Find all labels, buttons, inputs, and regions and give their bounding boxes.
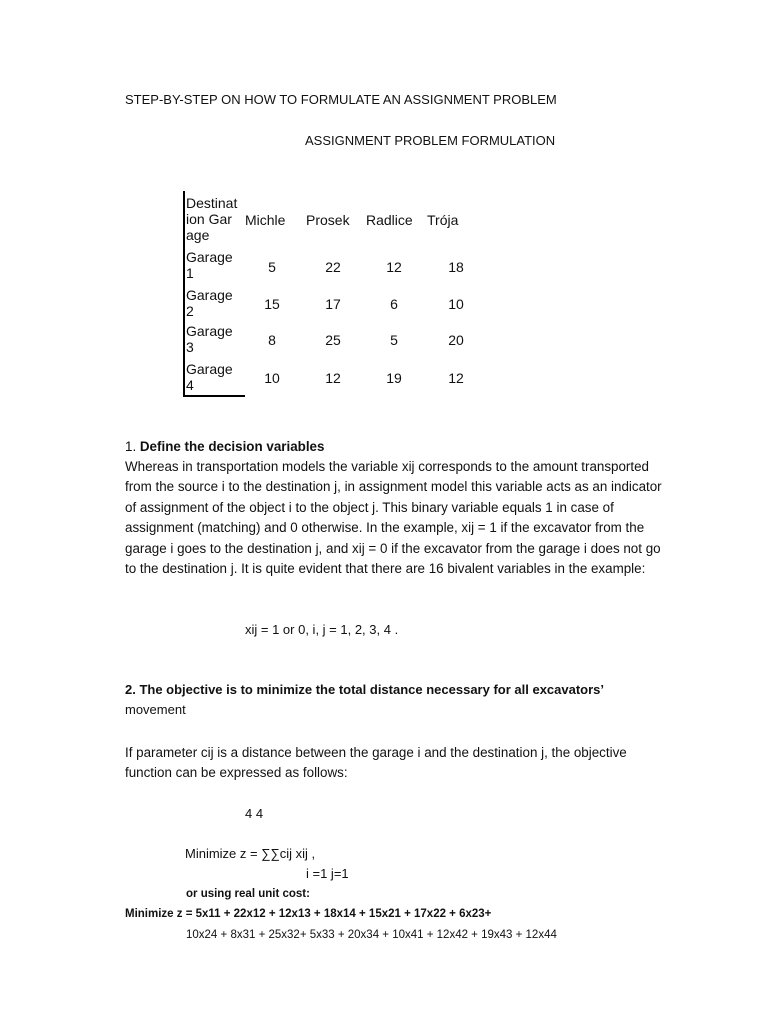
section-2-body: If parameter cij is a distance between the garage i and the destination j, the objective function can be expressed as follows: <box>125 745 627 781</box>
table-cell: 5 <box>390 332 398 348</box>
table-cell: 10 <box>448 296 464 312</box>
row-label: Garage 4 <box>186 361 233 393</box>
table-cell: 8 <box>268 332 276 348</box>
document-title: STEP-BY-STEP ON HOW TO FORMULATE AN ASSIGNMENT PROBLEM <box>125 92 557 107</box>
decision-variable-formula: xij = 1 or 0, i, j = 1, 2, 3, 4 . <box>245 622 399 637</box>
table-bottom-border <box>183 395 245 397</box>
column-header: Prosek <box>306 212 350 228</box>
table-cell: 22 <box>325 259 341 275</box>
section-1-heading <box>125 437 675 457</box>
real-unit-cost-label: or using real unit cost: <box>186 888 310 900</box>
row-label: Garage 3 <box>186 323 233 355</box>
table-cell: 18 <box>448 259 464 275</box>
section-1-number: 1. <box>125 439 140 454</box>
table-cell: 12 <box>448 370 464 386</box>
section-1-body: Whereas in transportation models the variable xij corresponds to the amount transported from the source i to the destination j, in assignment model this variable acts as an indicator of assignment of the object i to the object j. This binary variable equals 1 in case of assignment (matching) and 0 otherwise. In the example, xij = 1 if the excavator from the garage i goes to the destination j, and xij = 0 if the excavator from the garage i does not go to the destination j. It is quite evident that there are 16 bivalent variables in the example: <box>125 459 662 577</box>
table-corner-label: Destination Garage <box>186 195 238 243</box>
table-cell: 25 <box>325 332 341 348</box>
table-cell: 15 <box>264 296 280 312</box>
table-cell: 17 <box>325 296 341 312</box>
section-2-heading-continued: movement <box>125 702 186 717</box>
expanded-objective-line-2: 10x24 + 8x31 + 25x32+ 5x33 + 20x34 + 10x41 + 12x42 + 19x43 + 12x44 <box>186 929 557 941</box>
table-cell: 6 <box>390 296 398 312</box>
section-subtitle: ASSIGNMENT PROBLEM FORMULATION <box>305 133 556 148</box>
row-label: Garage 1 <box>186 249 233 281</box>
column-header: Trója <box>427 212 459 228</box>
section-2-heading: 2. The objective is to minimize the total distance necessary for all excavators’ <box>125 682 605 697</box>
table-cell: 19 <box>386 370 402 386</box>
table-left-border <box>183 191 185 397</box>
table-cell: 5 <box>268 259 276 275</box>
table-cell: 20 <box>448 332 464 348</box>
section-1-heading-text: Define the decision variables <box>139 439 325 454</box>
table-cell: 10 <box>264 370 280 386</box>
cost-table <box>183 191 479 397</box>
expanded-objective-line-1: Minimize z = 5x11 + 22x12 + 12x13 + 18x14 + 15x21 + 17x22 + 6x23+ <box>125 908 492 920</box>
sum-upper-limits: 4 4 <box>245 806 264 821</box>
sum-lower-limits: i =1 j=1 <box>306 866 349 881</box>
objective-function: Minimize z = ∑∑cij xij , <box>185 846 316 861</box>
table-cell: 12 <box>386 259 402 275</box>
table-cell: 12 <box>325 370 341 386</box>
column-header: Michle <box>245 212 286 228</box>
column-header: Radlice <box>366 212 413 228</box>
row-label: Garage 2 <box>186 287 233 319</box>
